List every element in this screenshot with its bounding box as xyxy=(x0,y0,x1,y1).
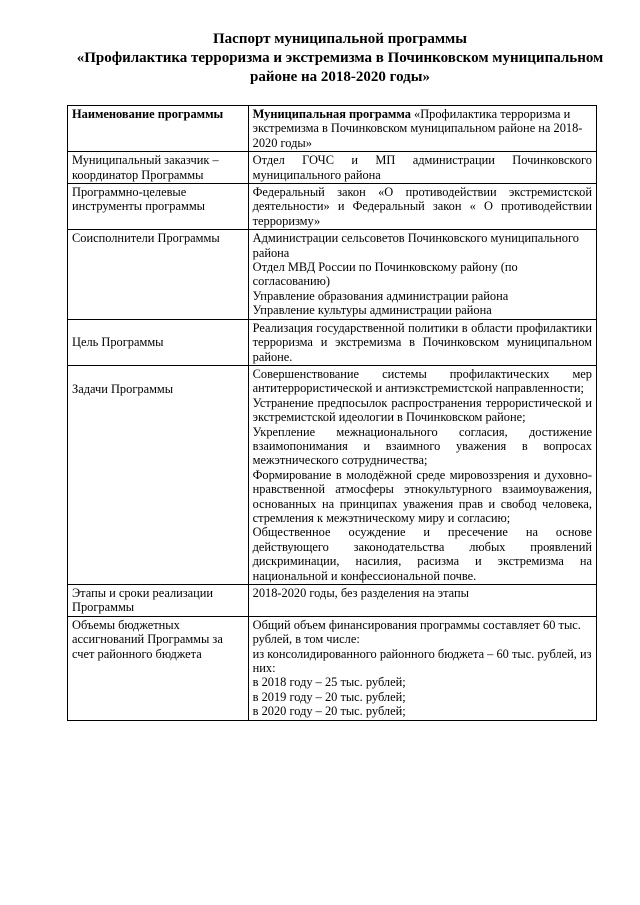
budget-item: из консолидированного районного бюджета – 60 тыс. рублей, из них: xyxy=(252,646,592,676)
value-customer: Отдел ГОЧС и МП администрации Починковского муниципального района xyxy=(248,152,596,184)
budget-item: в 2018 году – 25 тыс. рублей; xyxy=(252,675,406,690)
document-title xyxy=(60,30,620,87)
label-goal: Цель Программы xyxy=(68,319,249,365)
label-program-name: Наименование программы xyxy=(68,106,249,152)
row-customer xyxy=(68,152,597,184)
value-coexecutors xyxy=(248,230,596,319)
row-tasks xyxy=(68,365,597,584)
budget-item: в 2019 году – 20 тыс. рублей; xyxy=(252,689,406,704)
value-goal: Реализация государственной политики в области профилактики терроризма и экстремизма в Починковском муниципальном районе. xyxy=(248,319,596,365)
task-item: Устранение предпосылок распространения террористической и экстремистской идеологии в Починковском районе; xyxy=(252,395,592,425)
value-program-name-rest: «Профилактика терроризма и экстремизма в Починковском муниципальном районе на 2018-2020 годы» xyxy=(252,107,583,150)
row-coexecutors xyxy=(68,230,597,319)
value-stages: 2018-2020 годы, без разделения на этапы xyxy=(248,585,596,617)
task-item: Общественное осуждение и пресечение на основе действующего законодательства любых проявлений дискриминации, насилия, расизма и экстремизма на национальной и конфессиональной почве. xyxy=(252,525,592,583)
row-budget xyxy=(68,616,597,720)
row-goal xyxy=(68,319,597,365)
task-item: Формирование в молодёжной среде мировоззрения и духовно-нравственной атмосферы этнокультурного взаимоуважения, основанных на принципах уважения прав и свобод человека, стремления к межэтническому миру и согласию; xyxy=(252,467,592,525)
budget-item: в 2020 году – 20 тыс. рублей; xyxy=(252,704,406,719)
budget-item: Общий объем финансирования программы составляет 60 тыс. рублей, в том числе: xyxy=(252,617,581,647)
value-program-name xyxy=(248,106,596,152)
label-tasks: Задачи Программы xyxy=(68,365,249,584)
row-instruments xyxy=(68,184,597,230)
label-coexecutors: Соисполнители Программы xyxy=(68,230,249,319)
value-budget xyxy=(248,616,596,720)
value-tasks xyxy=(248,365,596,584)
title-line-3: районе на 2018-2020 годы» xyxy=(250,69,430,85)
label-customer: Муниципальный заказчик – координатор Программы xyxy=(68,152,249,184)
label-budget: Объемы бюджетных ассигнований Программы за счет районного бюджета xyxy=(68,616,249,720)
coexecutor-item: Администрации сельсоветов Починковского муниципального района xyxy=(252,231,579,260)
label-instruments: Программно-целевые инструменты программы xyxy=(68,184,249,230)
task-item: Совершенствование системы профилактических мер антитеррористической и антиэкстремистской направленности; xyxy=(252,366,592,396)
title-line-1: Паспорт муниципальной программы xyxy=(213,31,467,47)
coexecutor-item: Управление культуры администрации района xyxy=(252,303,492,318)
value-program-name-bold: Муниципальная программа xyxy=(252,107,411,121)
row-stages xyxy=(68,585,597,617)
title-line-2: «Профилактика терроризма и экстремизма в Починковском муниципальном xyxy=(76,50,604,66)
coexecutor-item: Отдел МВД России по Починковскому району (по согласованию) xyxy=(252,260,518,289)
value-instruments: Федеральный закон «О противодействии экстремистской деятельности» и Федеральный закон « О противодействии терроризму» xyxy=(248,184,596,230)
passport-table xyxy=(67,105,597,721)
task-item: Укрепление межнационального согласия, достижение взаимопонимания и взаимного уважения в вопросах межэтнического сотрудничества; xyxy=(252,424,592,468)
coexecutor-item: Управление образования администрации района xyxy=(252,288,509,303)
row-program-name xyxy=(68,106,597,152)
label-stages: Этапы и сроки реализации Программы xyxy=(68,585,249,617)
